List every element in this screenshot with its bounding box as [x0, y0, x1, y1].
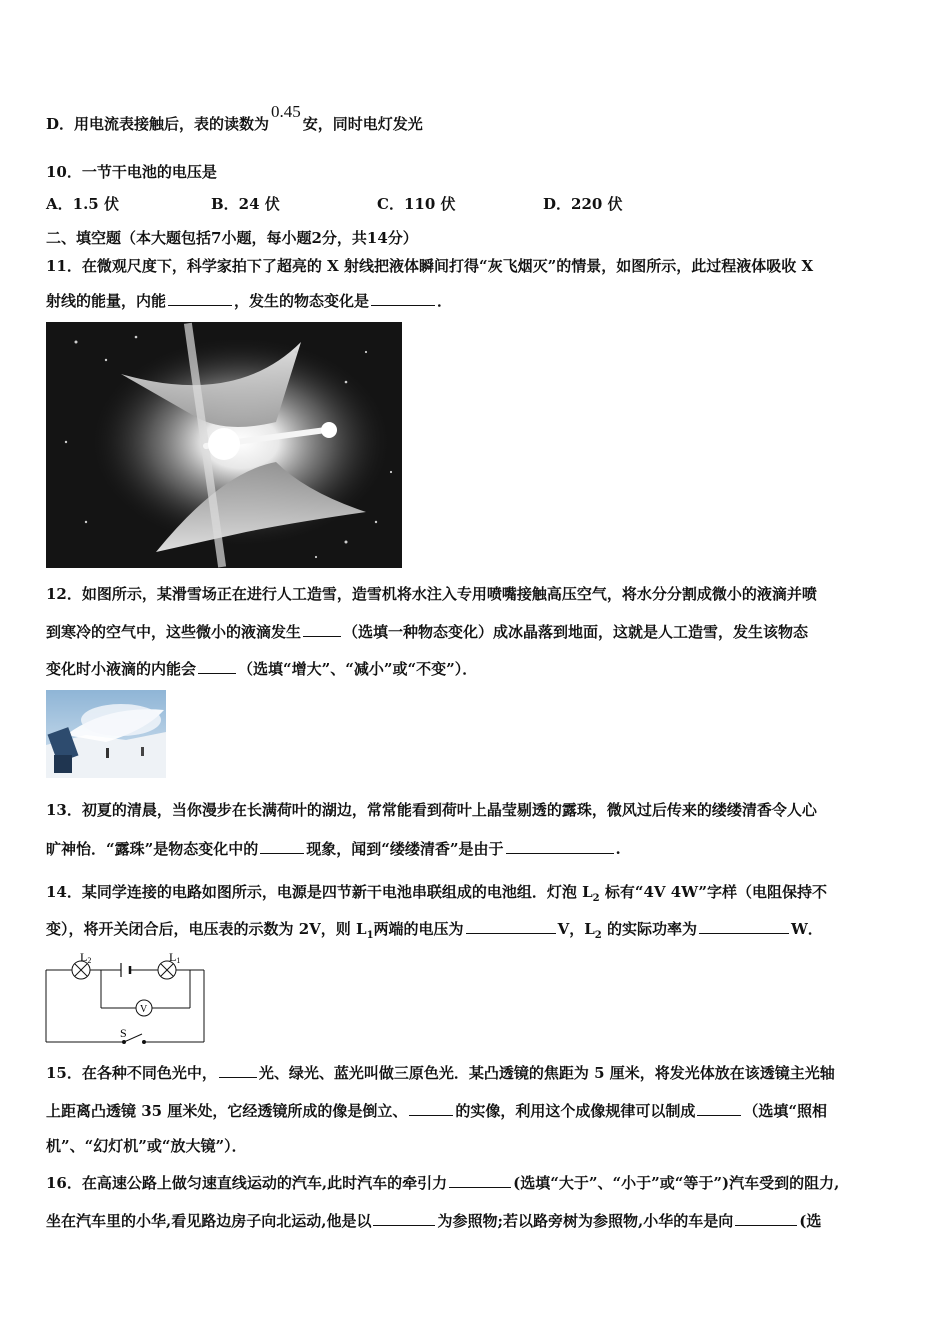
- q12-line2: 到寒冷的空气中，这些微小的液滴发生 （选填一种物态变化）成冰晶落到地面，这就是人工造雪，发生该物态: [46, 623, 809, 641]
- circuit-l1-label: L1: [169, 950, 181, 965]
- q15-blank-2[interactable]: [409, 1100, 453, 1116]
- section-title: 二、填空题（本大题包括7小题，每小题2分，共14分）: [46, 229, 418, 247]
- xray-liquid-photo: [46, 322, 402, 568]
- q16-line1: 16．在高速公路上做匀速直线运动的汽车,此时汽车的牵引力 (选填“大于”、“小于”或“等于”)汽车受到的阻力,: [46, 1174, 840, 1192]
- q12-blank-2[interactable]: [198, 658, 236, 674]
- q16-blank-1[interactable]: [449, 1172, 511, 1188]
- voltmeter-label: V: [140, 1004, 148, 1015]
- q12-line3: 变化时小液滴的内能会 （选填“增大”、“减小”或“不变”）．: [46, 660, 478, 678]
- q9-option-d-value: 0.45: [271, 102, 301, 121]
- q15-line2: 上距离凸透镜 35 厘米处，它经透镜所成的像是倒立、 的实像，利用这个成像规律可以制成 （选填“照相: [46, 1102, 827, 1120]
- q16-blank-2[interactable]: [373, 1210, 435, 1226]
- q9-option-d-text-end: 安，同时电灯发光: [302, 115, 423, 133]
- q11-blank-2[interactable]: [371, 290, 435, 306]
- q13-blank-2[interactable]: [506, 838, 614, 854]
- q16-line2: 坐在汽车里的小华,看见路边房子向北运动,他是以 为参照物;若以路旁树为参照物,小华的车是向 (选: [46, 1212, 822, 1230]
- q10-option-d: D．220 伏: [543, 195, 623, 213]
- q14-blank-1[interactable]: [466, 918, 556, 934]
- switch-label: S: [120, 1026, 127, 1040]
- circuit-diagram: [44, 950, 214, 1045]
- q14-blank-2[interactable]: [699, 918, 789, 934]
- q10-option-a: A．1.5 伏: [46, 195, 119, 213]
- q12-line1: 12．如图所示，某滑雪场正在进行人工造雪，造雪机将水注入专用喷嘴接触高压空气，将水分分割成微小的液滴并喷: [46, 585, 817, 603]
- q14-line2: 变），将开关闭合后，电压表的示数为 2V，则 $L_1$两端的电压为 V，$L_2$ 的实际功率为 W．: [46, 920, 823, 941]
- q15-blank-1[interactable]: [219, 1062, 257, 1078]
- q10-option-b: B．24 伏: [211, 195, 280, 213]
- q11-blank-1[interactable]: [168, 290, 232, 306]
- q15-line1: 15．在各种不同色光中， 光、绿光、蓝光叫做三原色光．某凸透镜的焦距为 5 厘米，将发光体放在该透镜主光轴: [46, 1064, 835, 1082]
- q9-option-d: [46, 102, 423, 134]
- q16-blank-3[interactable]: [735, 1210, 797, 1226]
- circuit-l2-label: L2: [80, 950, 92, 965]
- q15-line3: 机”、“幻灯机”或“放大镜”）．: [46, 1137, 247, 1155]
- q11-line1: 11．在微观尺度下，科学家拍下了超亮的 X 射线把液体瞬间打得“灰飞烟灭”的情景，如图所示，此过程液体吸收 X: [46, 257, 814, 275]
- q11-line2: 射线的能量，内能 ，发生的物态变化是 ．: [46, 292, 453, 310]
- q9-option-d-text: D．用电流表接触后，表的读数为: [46, 115, 270, 133]
- q10-stem: 10．一节干电池的电压是: [46, 163, 217, 181]
- q10-option-c: C．110 伏: [377, 195, 456, 213]
- q13-line2: 旷神怡．“露珠”是物态变化中的 现象，闻到“缕缕清香”是由于 .: [46, 840, 621, 858]
- q12-blank-1[interactable]: [303, 621, 341, 637]
- q14-line1: 14．某同学连接的电路如图所示，电源是四节新干电池串联组成的电池组．灯泡 $L_2$ 标有“4V 4W”字样（电阻保持不: [46, 883, 827, 904]
- snow-machine-photo: [46, 690, 166, 778]
- q13-line1: 13．初夏的清晨，当你漫步在长满荷叶的湖边，常常能看到荷叶上晶莹剔透的露珠，微风过后传来的缕缕清香令人心: [46, 801, 817, 819]
- q15-blank-3[interactable]: [697, 1100, 741, 1116]
- q13-blank-1[interactable]: [260, 838, 304, 854]
